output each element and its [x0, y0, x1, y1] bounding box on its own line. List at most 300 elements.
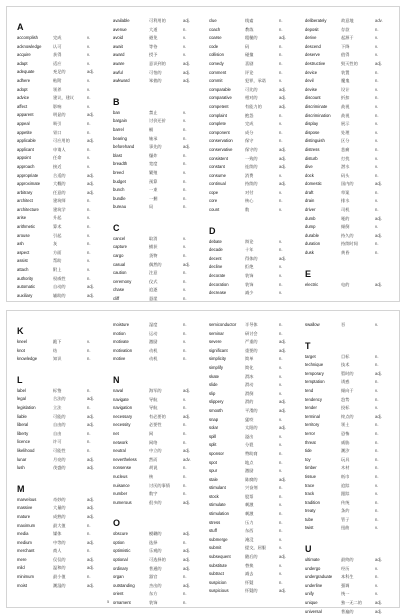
entry-word: discriminate — [305, 103, 328, 109]
entry-word: motion — [113, 330, 126, 336]
entry-meaning: 认可 — [53, 43, 62, 49]
entry-part-of-speech: v. — [375, 103, 378, 109]
entry-part-of-speech: v. — [87, 163, 90, 169]
entry-word: licence — [17, 439, 31, 445]
entry-word: distinguish — [305, 138, 325, 144]
entry-meaning: 最小值 — [53, 574, 66, 580]
entry-word: breadth — [113, 161, 128, 167]
entry-part-of-speech: adj. — [87, 138, 94, 144]
entry-part-of-speech: adj. — [183, 144, 190, 150]
entry-word: await — [113, 43, 123, 49]
vocab-entry — [209, 34, 303, 43]
entry-meaning: 仪式 — [149, 278, 158, 284]
entry-word: decade — [209, 247, 223, 253]
entry-word: moisture — [113, 322, 130, 327]
vocab-entry — [305, 146, 399, 155]
vocab-entry — [113, 387, 207, 396]
entry-meaning: 国内的 — [341, 181, 354, 187]
vocab-entry — [209, 579, 303, 588]
vocab-entry — [209, 51, 303, 60]
entry-meaning: 繁殖 — [149, 169, 158, 175]
vocab-entry — [305, 129, 399, 138]
vocab-entry — [17, 539, 111, 548]
entry-part-of-speech: n. — [375, 379, 379, 385]
entry-meaning: 许可 — [53, 439, 62, 445]
entry-word: nonsense — [113, 465, 132, 471]
vocab-entry — [305, 430, 399, 439]
entry-part-of-speech: adj. — [87, 465, 94, 471]
entry-meaning: 倾向于 — [341, 387, 354, 393]
entry-part-of-speech: v. — [375, 387, 378, 393]
entry-part-of-speech: adj. — [183, 18, 190, 23]
entry-meaning: 桶 — [149, 126, 154, 132]
entry-part-of-speech: n. — [375, 465, 379, 471]
entry-part-of-speech: v. — [279, 545, 282, 551]
entry-word: devil — [305, 78, 314, 84]
entry-word: stuff — [209, 528, 217, 534]
entry-part-of-speech: v. — [375, 591, 378, 597]
entry-part-of-speech: v. — [183, 235, 186, 241]
section-letter: M — [17, 483, 25, 494]
entry-meaning: 重要的 — [245, 347, 258, 353]
entry-part-of-speech: v. — [375, 155, 378, 161]
section-letter: K — [17, 326, 24, 336]
vocab-entry — [305, 524, 399, 533]
entry-meaning: 平滑的 — [245, 407, 258, 413]
entry-meaning: 一致的 — [245, 155, 258, 161]
entry-word: minimum — [17, 574, 34, 580]
vocab-entry — [17, 464, 111, 473]
entry-part-of-speech: n. — [375, 422, 379, 428]
vocab-entry — [209, 553, 303, 562]
entry-part-of-speech: n. — [375, 241, 379, 247]
vocab-entry — [209, 272, 303, 281]
entry-word: split — [209, 442, 217, 448]
entry-part-of-speech: adj. — [279, 95, 286, 101]
entry-word: discrimination — [305, 112, 331, 118]
vocab-entry — [113, 295, 207, 304]
entry-meaning: 建筑师 — [53, 198, 66, 204]
entry-part-of-speech: v. — [183, 339, 186, 345]
vocab-entry — [113, 421, 207, 430]
entry-meaning: 怀疑 — [245, 579, 254, 585]
entry-part-of-speech: n. — [279, 459, 283, 465]
entry-word: applicant — [17, 146, 34, 152]
vocab-entry — [17, 530, 111, 539]
vocab-entry — [17, 355, 111, 364]
entry-meaning: 结 — [53, 347, 58, 353]
vocab-entry — [305, 43, 399, 52]
entry-word: accomplish — [17, 35, 38, 40]
entry-part-of-speech: n. — [87, 241, 91, 247]
vocab-entry — [305, 516, 399, 525]
vocab-entry — [113, 355, 207, 364]
vocab-entry — [305, 361, 399, 370]
vocab-entry — [209, 424, 303, 433]
entry-word: stale — [209, 476, 218, 482]
vocab-entry — [305, 387, 399, 396]
entry-meaning: 轴承 — [149, 135, 158, 141]
entry-word: bearing — [113, 135, 127, 141]
section-letter: U — [305, 544, 312, 555]
entry-part-of-speech: v. — [279, 382, 282, 388]
word-column-3 — [209, 17, 303, 298]
entry-word: driver — [305, 207, 316, 213]
vocab-entry — [113, 547, 207, 556]
entry-meaning: 保守的 — [245, 146, 258, 152]
entry-meaning: 大概的 — [53, 181, 66, 187]
vocab-entry — [17, 338, 111, 347]
vocab-entry — [17, 456, 111, 465]
entry-part-of-speech: n. — [375, 353, 379, 359]
entry-part-of-speech: adj. — [87, 189, 94, 195]
vocab-entry — [113, 243, 207, 252]
entry-word: orient — [113, 591, 124, 597]
entry-word: marvelous — [17, 496, 37, 502]
entry-part-of-speech: adj. — [279, 347, 286, 353]
entry-part-of-speech: n. — [183, 126, 187, 132]
entry-part-of-speech: n. — [375, 473, 379, 479]
section-gap — [113, 86, 207, 92]
vocab-entry — [209, 246, 303, 255]
entry-meaning: 核心 — [245, 198, 254, 204]
vocab-entry — [113, 396, 207, 405]
entry-meaning: 自由 — [53, 430, 62, 436]
entry-part-of-speech: v. — [375, 198, 378, 204]
entry-part-of-speech: n. — [279, 528, 283, 534]
section-letter: N — [113, 374, 120, 385]
entry-word: simplicity — [209, 356, 226, 362]
entry-word: track — [305, 491, 315, 497]
entry-word: numerous — [113, 499, 132, 505]
entry-meaning: 强调 — [341, 582, 350, 588]
section-letter: T — [305, 340, 311, 351]
vocab-entry — [113, 117, 207, 126]
entry-word: spill — [209, 433, 217, 439]
entry-word: architect — [17, 198, 33, 204]
entry-word: destructive — [305, 60, 326, 66]
entry-meaning: 潜水 — [341, 164, 350, 170]
entry-meaning: 器官 — [149, 574, 158, 580]
entry-word: casual — [113, 261, 126, 267]
entry-meaning: 很多的 — [149, 499, 162, 505]
entry-part-of-speech: adj. — [87, 513, 94, 519]
entry-part-of-speech: n. — [279, 450, 283, 456]
vocab-entry — [209, 69, 303, 78]
entry-part-of-speech: n. — [375, 250, 379, 256]
entry-part-of-speech: n. — [183, 152, 187, 158]
entry-word: device — [305, 69, 318, 75]
entry-meaning: 潮湿的 — [53, 582, 66, 588]
vocab-entry — [305, 172, 399, 181]
entry-word: slip — [209, 390, 216, 396]
entry-part-of-speech: v. — [375, 35, 378, 41]
entry-meaning: 打扰 — [341, 155, 350, 161]
vocab-entry — [209, 433, 303, 442]
vocab-entry — [17, 180, 111, 189]
entry-part-of-speech: v. — [87, 215, 90, 221]
entry-word: suspicion — [209, 579, 227, 585]
entry-meaning: 网络 — [149, 439, 158, 445]
entry-word: undergo — [305, 565, 321, 571]
entry-word: deserve — [305, 52, 320, 58]
vocab-entry — [17, 564, 111, 573]
section-letter: C — [113, 222, 120, 233]
entry-word: skate — [209, 373, 220, 379]
entry-word: toy — [305, 456, 311, 462]
entry-word: aware — [113, 60, 125, 66]
vocab-entry — [209, 206, 303, 215]
entry-word: submit — [209, 545, 222, 551]
entry-word: ornament — [113, 600, 131, 606]
entry-word: available — [113, 18, 130, 23]
entry-part-of-speech: adj. — [279, 255, 286, 261]
entry-meaning: 充足的 — [53, 69, 66, 75]
entry-part-of-speech: n. — [279, 198, 283, 204]
entry-meaning: 然而 — [149, 456, 158, 462]
vocab-entry — [17, 103, 111, 112]
entry-part-of-speech: v. — [279, 571, 282, 577]
entry-word: significant — [209, 347, 228, 353]
vocab-entry — [209, 347, 303, 356]
entry-part-of-speech: adj. — [279, 155, 286, 161]
entry-part-of-speech: v. — [375, 164, 378, 170]
entry-part-of-speech: n. — [375, 362, 379, 368]
entry-part-of-speech: v. — [375, 52, 378, 58]
entry-meaning: 引起 — [53, 232, 62, 238]
entry-word: media — [17, 531, 29, 537]
vocab-entry — [305, 215, 399, 224]
entry-part-of-speech: adj. — [279, 554, 286, 560]
entry-word: tube — [305, 516, 314, 522]
entry-part-of-speech: adj. — [375, 557, 382, 563]
word-column-2 — [113, 17, 207, 304]
vocab-entry — [305, 590, 399, 599]
entry-part-of-speech: n. — [183, 491, 187, 497]
vocab-entry — [305, 396, 399, 405]
entry-meaning: 大道 — [149, 26, 158, 32]
entry-meaning: 条约 — [341, 508, 350, 514]
entry-word: stimulation — [209, 511, 230, 517]
entry-word: option — [113, 539, 125, 545]
entry-part-of-speech: v. — [183, 169, 186, 175]
entry-word: capture — [113, 244, 127, 250]
vocab-entry — [17, 292, 111, 301]
entry-word: lush — [17, 465, 25, 471]
entry-meaning: 合适的 — [53, 172, 66, 178]
entry-part-of-speech: n. — [87, 146, 91, 152]
entry-meaning: 自动的 — [53, 284, 66, 290]
entry-word: moist — [17, 582, 28, 588]
entry-meaning: 滑动 — [245, 382, 254, 388]
vocab-entry — [305, 94, 399, 103]
vocab-entry — [305, 26, 399, 35]
vocab-entry — [209, 381, 303, 390]
vocab-entry — [209, 450, 303, 459]
entry-part-of-speech: v. — [87, 77, 90, 83]
entry-meaning: 持续时间 — [341, 241, 358, 247]
entry-part-of-speech: n. — [375, 69, 379, 75]
entry-meaning: 取消 — [149, 235, 158, 241]
vocab-entry — [209, 180, 303, 189]
vocab-entry — [113, 456, 207, 465]
entry-part-of-speech: v. — [183, 52, 186, 58]
entry-word: decoration — [209, 281, 229, 287]
entry-word: continual — [209, 181, 226, 187]
entry-part-of-speech: n. — [183, 439, 187, 445]
entry-word: threat — [305, 439, 316, 445]
entry-word: likelihood — [17, 447, 35, 453]
entry-meaning: 悬崖 — [149, 296, 158, 302]
entry-meaning: 股票 — [245, 493, 254, 499]
entry-part-of-speech: adj. — [87, 112, 94, 118]
entry-meaning: 分裂 — [245, 442, 254, 448]
vocab-entry — [17, 232, 111, 241]
entry-part-of-speech: n. — [87, 430, 91, 436]
entry-word: obscure — [113, 531, 128, 537]
entry-word: necessity — [113, 422, 131, 428]
vocab-entry — [305, 51, 399, 60]
entry-meaning: 粗糙的 — [245, 35, 258, 41]
entry-word: cancel — [113, 235, 126, 241]
entry-part-of-speech: n. — [183, 278, 187, 284]
entry-word: dumb — [305, 215, 316, 221]
vocab-entry — [113, 330, 207, 339]
entry-word: subsequent — [209, 554, 231, 560]
vocab-entry — [17, 51, 111, 60]
vocab-entry — [113, 473, 207, 482]
vocab-entry — [17, 77, 111, 86]
entry-part-of-speech: v. — [375, 129, 378, 135]
vocab-entry — [113, 169, 207, 178]
vocab-entry — [113, 321, 207, 330]
vocab-entry — [113, 109, 207, 118]
entry-meaning: 捕获 — [149, 244, 158, 250]
entry-meaning: 讨价还价 — [149, 118, 166, 124]
entry-word: medium — [17, 539, 32, 545]
entry-part-of-speech: n. — [375, 516, 379, 522]
vocab-entry — [305, 482, 399, 491]
entry-part-of-speech: n. — [87, 574, 91, 580]
entry-word: consume — [209, 172, 226, 178]
entry-word: barrel — [113, 126, 124, 132]
entry-word: component — [209, 129, 230, 135]
entry-word: descend — [305, 43, 321, 49]
entry-part-of-speech: v. — [279, 416, 282, 422]
entry-part-of-speech: n. — [279, 112, 283, 118]
entry-word: ultimate — [305, 557, 320, 563]
vocab-entry — [17, 504, 111, 513]
entry-meaning: 威胁 — [341, 439, 350, 445]
entry-word: temptation — [305, 379, 325, 385]
entry-word: tender — [305, 405, 317, 411]
vocab-entry — [209, 527, 303, 536]
entry-word: liberty — [17, 430, 29, 436]
entry-meaning: 评论 — [245, 69, 254, 75]
entry-word: nucleus — [113, 473, 128, 479]
entry-part-of-speech: adj. — [183, 261, 190, 267]
entry-word: code — [209, 43, 219, 49]
vocab-entry — [305, 249, 399, 258]
entry-word: suspicious — [209, 588, 229, 594]
entry-part-of-speech: n. — [87, 275, 91, 281]
entry-part-of-speech: n. — [87, 404, 91, 410]
vocab-entry — [113, 565, 207, 574]
vocab-entry — [113, 252, 207, 261]
entry-part-of-speech: v. — [183, 396, 186, 402]
vocab-entry — [113, 77, 207, 86]
entry-part-of-speech: adj. — [183, 582, 190, 588]
vocab-entry — [17, 283, 111, 292]
entry-word: severe — [209, 339, 222, 345]
section-letter: L — [17, 374, 23, 385]
entry-meaning: 值得 — [341, 52, 350, 58]
entry-word: discount — [305, 95, 321, 101]
entry-part-of-speech: v. — [375, 86, 378, 92]
vocab-entry — [209, 407, 303, 416]
vocab-entry — [209, 112, 303, 121]
entry-meaning: 陈腐的 — [245, 476, 258, 482]
entry-part-of-speech: n. — [279, 511, 283, 517]
vocab-entry — [17, 206, 111, 215]
entry-part-of-speech: n. — [375, 499, 379, 505]
entry-part-of-speech: v. — [183, 287, 186, 293]
entry-part-of-speech: adj. — [375, 232, 382, 238]
vocab-entry — [305, 34, 399, 43]
entry-part-of-speech: n. — [183, 330, 187, 336]
entry-part-of-speech: n. — [375, 508, 379, 514]
vocab-entry — [209, 493, 303, 502]
vocab-entry — [209, 544, 303, 553]
entry-word: navigation — [113, 405, 133, 411]
vocab-entry — [17, 163, 111, 172]
entry-word: solar — [209, 425, 219, 431]
entry-part-of-speech: v. — [279, 172, 282, 178]
entry-meaning: 海军的 — [149, 387, 162, 393]
vocab-entry — [209, 43, 303, 52]
entry-meaning: 可选择的 — [149, 557, 166, 563]
entry-part-of-speech: n. — [279, 330, 283, 336]
entry-part-of-speech: adj. — [279, 425, 286, 431]
vocab-entry — [113, 582, 207, 591]
entry-word: bargain — [113, 118, 127, 124]
vocab-entry — [113, 539, 207, 548]
entry-part-of-speech: adj. — [375, 60, 382, 66]
entry-meaning: 任意的 — [53, 189, 66, 195]
entry-meaning: 统一 — [341, 591, 350, 597]
entry-part-of-speech: v. — [279, 121, 282, 127]
entry-part-of-speech: adj. — [375, 413, 382, 419]
entry-part-of-speech: v. — [279, 390, 282, 396]
vocab-entry — [113, 160, 207, 169]
entry-word: liable — [17, 413, 27, 419]
entry-part-of-speech: n. — [183, 473, 187, 479]
entry-word: deliberately — [305, 18, 327, 23]
entry-word: decorate — [209, 273, 226, 279]
entry-word: net — [113, 430, 119, 436]
entry-part-of-speech: n. — [279, 18, 283, 23]
vocab-entry — [17, 275, 111, 284]
entry-meaning: 存款 — [341, 26, 350, 32]
entry-part-of-speech: n. — [375, 95, 379, 101]
vocab-entry — [209, 416, 303, 425]
vocab-entry — [305, 86, 399, 95]
entry-word: auxiliary — [17, 292, 33, 298]
entry-word: drain — [305, 198, 315, 204]
entry-part-of-speech: n. — [87, 356, 91, 362]
entry-meaning: 连续的 — [245, 164, 258, 170]
word-column-1 — [17, 321, 111, 590]
